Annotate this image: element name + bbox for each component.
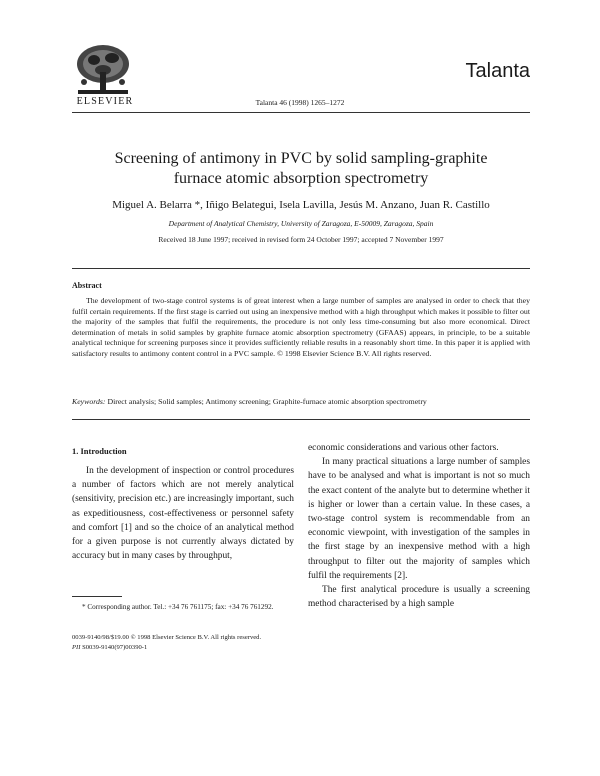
affiliation: Department of Analytical Chemistry, University of Zaragoza, E-50009, Zaragoza, Spain	[168, 219, 434, 228]
header-divider	[72, 112, 530, 113]
authors: Miguel A. Belarra *, Iñigo Belategui, Isela Lavilla, Jesús M. Anzano, Juan R. Castillo	[112, 199, 490, 211]
abstract-heading: Abstract	[72, 281, 102, 290]
copyright-line: 0039-9140/98/$19.00 © 1998 Elsevier Science B.V. All rights reserved.	[72, 634, 262, 641]
keywords-list: Direct analysis; Solid samples; Antimony screening; Graphite-furnace atomic absorption spectrometry	[107, 397, 427, 406]
keywords	[72, 397, 530, 408]
paragraph: economic considerations and various other factors.	[308, 443, 499, 453]
title-line-2: furnace atomic absorption spectrometry	[173, 170, 429, 187]
abstract-text: The development of two-stage control systems is of great interest when a large number of samples are analysed in order to check that they fulfil certain requirements. If the first stage is carried out using an inexpensive method with a high throughput which makes it possible to filter out the majority of the samples that fulfil the requirements, the procedure is not only less time-consuming but also more economical. Direct determination of metals in solid samples by graphite furnace atomic absorption spectrometry (GFAAS) appears, in principle, to be a suitable analytical technique for screening purposes since it provides sufficiently reliable results in a reasonably short time. In this paper it is applied with satisfactory results to antimony content control in a PVC sample. © 1998 Elsevier Science B.V. All rights reserved.	[72, 296, 530, 358]
pii-value: S0039-9140(97)00390-1	[82, 644, 148, 651]
elsevier-tree-logo	[72, 42, 134, 104]
section-heading-introduction: 1. Introduction	[72, 446, 127, 456]
article-title	[72, 149, 530, 189]
keywords-label: Keywords:	[72, 397, 106, 406]
paragraph: In many practical situations a large number of samples have to be analysed and what is important is not so much the exact content of the analyte but to determine whether it is higher or lower than a certain value. In these cases, a two-stage control system is recommendable from an economic viewpoint, with investigation of the samples in the first stage by an inexpensive method with a high throughput to filter out the majority of samples which fulfil the requirements [2].	[308, 457, 530, 581]
corresponding-author-footnote: * Corresponding author. Tel.: +34 76 761175; fax: +34 76 761292.	[82, 603, 274, 611]
journal-citation: Talanta 46 (1998) 1265–1272	[255, 98, 345, 107]
right-column	[308, 441, 530, 611]
pii-line	[72, 643, 147, 653]
left-column	[72, 464, 294, 563]
publisher-name: ELSEVIER	[76, 96, 134, 107]
abstract-bottom-rule	[72, 419, 530, 420]
journal-name: Talanta	[465, 60, 530, 82]
paragraph: In the development of inspection or control procedures a number of factors which are not merely analytical (sensitivity, precision etc.) are increasingly important, such as expeditiousness, cost-effectiveness or personnel safety and comfort [1] and so the choice of an analytical method for a given purpose is not currently always dictated by accuracy but in many cases by throughput,	[72, 466, 294, 562]
received-dates: Received 18 June 1997; received in revised form 24 October 1997; accepted 7 November 1997	[158, 235, 444, 244]
paragraph: The first analytical procedure is usually a screening method characterised by a high sample	[308, 585, 530, 610]
pii-label: PII	[72, 644, 81, 651]
footnote-divider	[72, 596, 122, 597]
title-line-1: Screening of antimony in PVC by solid sampling-graphite	[114, 150, 488, 167]
abstract-top-rule	[72, 268, 530, 269]
